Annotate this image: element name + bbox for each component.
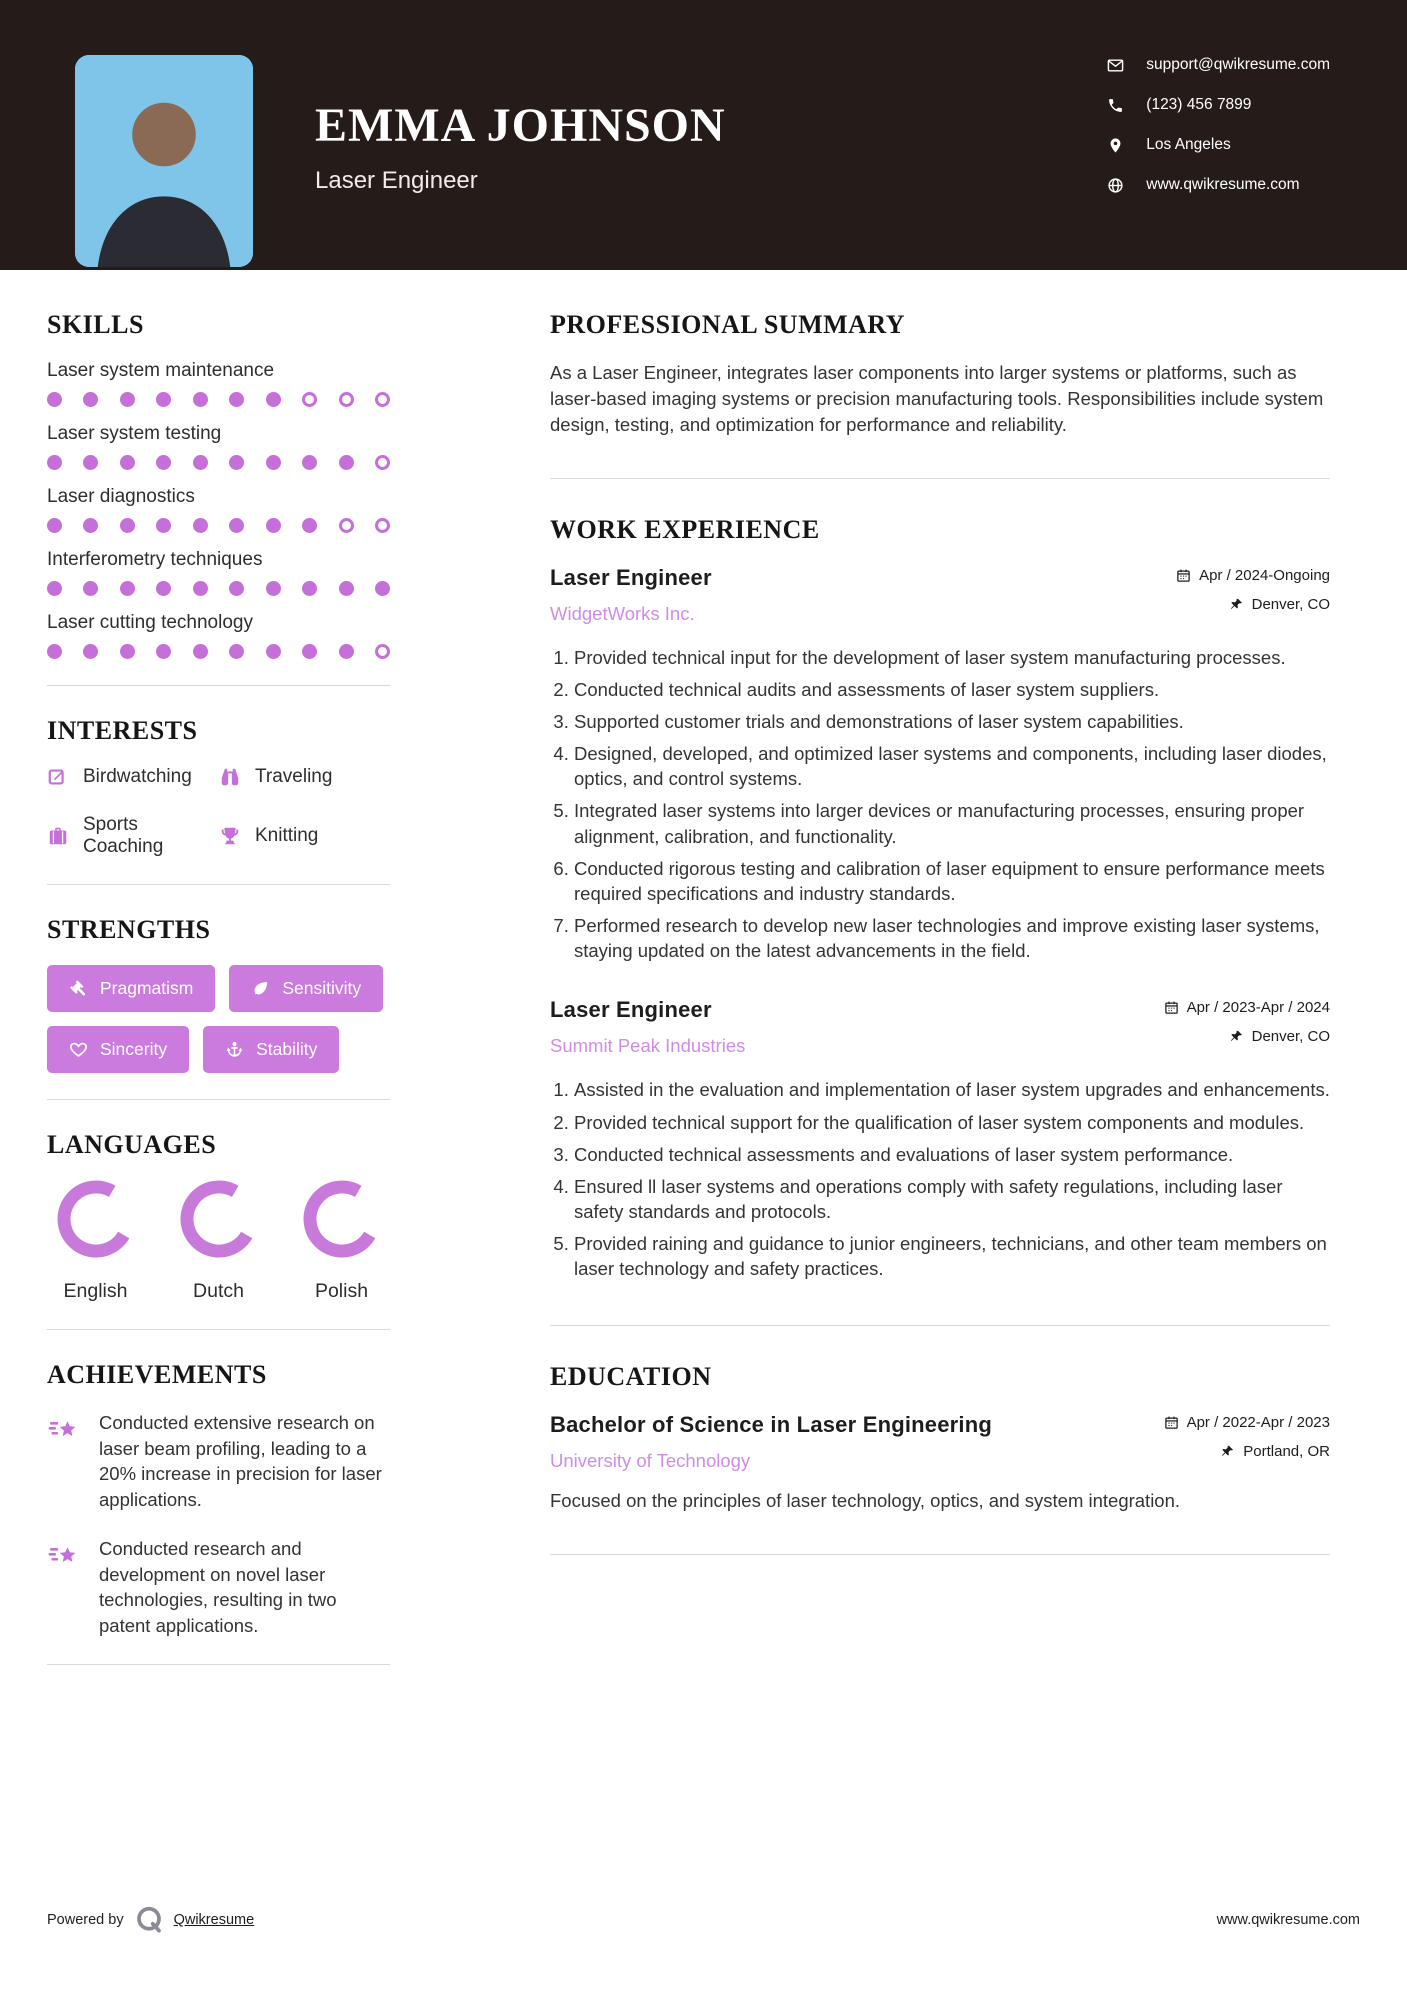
divider bbox=[47, 884, 390, 885]
filled-dot bbox=[266, 581, 281, 596]
divider bbox=[550, 478, 1330, 479]
education-heading: EDUCATION bbox=[550, 1362, 712, 1392]
filled-dot bbox=[156, 518, 171, 533]
filled-dot bbox=[302, 455, 317, 470]
job-dates-text: Apr / 2024-Ongoing bbox=[1199, 566, 1330, 584]
leaf-icon bbox=[251, 979, 270, 998]
filled-dot bbox=[83, 455, 98, 470]
profile-photo bbox=[75, 55, 253, 267]
filled-dot bbox=[156, 581, 171, 596]
divider bbox=[550, 1325, 1330, 1326]
achievement-item bbox=[47, 1536, 390, 1638]
filled-dot bbox=[47, 455, 62, 470]
empty-dot bbox=[375, 392, 390, 407]
interest-label: Birdwatching bbox=[83, 766, 192, 787]
divider bbox=[47, 685, 390, 686]
qwikresume-logo-icon bbox=[134, 1905, 164, 1935]
filled-dot bbox=[339, 644, 354, 659]
education-location bbox=[1220, 1443, 1330, 1460]
job-entry bbox=[550, 997, 1330, 1281]
candidate-title: Laser Engineer bbox=[315, 167, 478, 194]
interest-item bbox=[47, 814, 219, 858]
language-level-arc bbox=[180, 1180, 258, 1258]
summary-heading: PROFESSIONAL SUMMARY bbox=[550, 310, 906, 339]
language-label: Dutch bbox=[193, 1280, 244, 1302]
job-bullet: 4. Ensured ll laser systems and operations comply with safety regulations, including laser safety standards and protocols. bbox=[574, 1174, 1330, 1224]
skill-item bbox=[47, 612, 390, 659]
phone-icon bbox=[1107, 97, 1124, 114]
interest-item bbox=[219, 814, 390, 858]
company-name[interactable]: Summit Peak Industries bbox=[550, 1035, 746, 1057]
skill-rating bbox=[47, 455, 390, 470]
job-bullet: 2. Conducted technical audits and assessments of laser system suppliers. bbox=[574, 677, 1330, 702]
contact-website bbox=[1107, 176, 1299, 194]
shooting-star-icon bbox=[47, 1412, 81, 1446]
filled-dot bbox=[120, 455, 135, 470]
job-location-text: Denver, CO bbox=[1251, 1028, 1330, 1046]
summary-text: As a Laser Engineer, integrates laser components into larger systems or platforms, such as laser-based imaging systems or precision manufacturing tools. Responsibilities include system design, testing, and optimization for performance and reliability. bbox=[550, 362, 1324, 435]
job-dates bbox=[1176, 567, 1330, 584]
skill-item bbox=[47, 423, 390, 470]
strength-label: Sensitivity bbox=[282, 978, 362, 998]
school-name[interactable]: University of Technology bbox=[550, 1450, 751, 1472]
job-header bbox=[550, 997, 1330, 1057]
contact-location-text: Los Angeles bbox=[1146, 136, 1231, 153]
filled-dot bbox=[156, 392, 171, 407]
filled-dot bbox=[229, 392, 244, 407]
skill-item bbox=[47, 549, 390, 596]
job-location-text: Denver, CO bbox=[1251, 595, 1330, 613]
education-dates-text: Apr / 2022-Apr / 2023 bbox=[1186, 1414, 1330, 1432]
interest-item bbox=[219, 766, 390, 788]
filled-dot bbox=[229, 518, 244, 533]
filled-dot bbox=[229, 581, 244, 596]
education-entry bbox=[550, 1412, 1330, 1514]
skill-name: Laser system testing bbox=[47, 423, 222, 444]
filled-dot bbox=[47, 581, 62, 596]
job-bullet: 5. Integrated laser systems into larger devices or manufacturing processes, ensuring proper alignment, calibration, and functionality. bbox=[574, 798, 1330, 848]
experience-heading: WORK EXPERIENCE bbox=[550, 514, 820, 544]
strength-badge bbox=[47, 965, 215, 1012]
strength-label: Pragmatism bbox=[100, 978, 194, 998]
pushpin-icon bbox=[1229, 1029, 1244, 1044]
globe-icon bbox=[1107, 177, 1124, 194]
filled-dot bbox=[120, 581, 135, 596]
job-header bbox=[550, 565, 1330, 625]
powered-by-text: Powered by bbox=[47, 1912, 124, 1928]
filled-dot bbox=[83, 644, 98, 659]
person-photo-placeholder bbox=[75, 55, 253, 267]
job-dates bbox=[1164, 999, 1330, 1016]
strengths-heading: STRENGTHS bbox=[47, 915, 211, 944]
filled-dot bbox=[47, 644, 62, 659]
right-column bbox=[550, 310, 1330, 1880]
job-bullet: 1. Assisted in the evaluation and implementation of laser system upgrades and enhancements. bbox=[574, 1077, 1330, 1102]
filled-dot bbox=[193, 392, 208, 407]
job-bullet: 3. Supported customer trials and demonstrations of laser system capabilities. bbox=[574, 709, 1330, 734]
left-column bbox=[47, 310, 390, 1880]
strength-badge bbox=[203, 1026, 339, 1073]
achievement-text: Conducted extensive research on laser beam profiling, leading to a 20% increase in precision for laser applications. bbox=[99, 1412, 382, 1510]
job-bullets bbox=[550, 645, 1330, 964]
filled-dot bbox=[266, 644, 281, 659]
filled-dot bbox=[47, 392, 62, 407]
skill-rating bbox=[47, 644, 390, 659]
filled-dot bbox=[302, 518, 317, 533]
skill-item bbox=[47, 360, 390, 407]
filled-dot bbox=[193, 518, 208, 533]
language-item bbox=[47, 1180, 144, 1303]
strength-badge bbox=[47, 1026, 189, 1073]
languages-heading: LANGUAGES bbox=[47, 1130, 217, 1159]
strength-label: Sincerity bbox=[100, 1039, 168, 1059]
empty-dot bbox=[302, 392, 317, 407]
job-bullets bbox=[550, 1077, 1330, 1281]
degree-title: Bachelor of Science in Laser Engineering bbox=[550, 1412, 993, 1438]
footer-site-link[interactable]: www.qwikresume.com bbox=[1216, 1912, 1360, 1928]
filled-dot bbox=[83, 518, 98, 533]
empty-dot bbox=[375, 518, 390, 533]
interest-item bbox=[47, 766, 219, 788]
contact-email-text[interactable]: support@qwikresume.com bbox=[1146, 56, 1330, 73]
candidate-name: EMMA JOHNSON bbox=[315, 99, 726, 152]
education-location-text: Portland, OR bbox=[1243, 1443, 1330, 1461]
filled-dot bbox=[120, 518, 135, 533]
divider bbox=[550, 1554, 1330, 1555]
job-title-block bbox=[550, 997, 745, 1057]
job-bullet: 3. Conducted technical assessments and evaluations of laser system performance. bbox=[574, 1142, 1330, 1167]
language-label: Polish bbox=[314, 1280, 369, 1302]
pushpin-icon bbox=[1220, 1444, 1235, 1459]
header bbox=[0, 0, 1407, 270]
contact-email bbox=[1107, 56, 1330, 74]
trophy-icon bbox=[219, 825, 241, 847]
languages-list bbox=[47, 1180, 390, 1303]
empty-dot bbox=[375, 644, 390, 659]
interests-heading: INTERESTS bbox=[47, 716, 198, 745]
skill-rating bbox=[47, 581, 390, 596]
filled-dot bbox=[229, 455, 244, 470]
filled-dot bbox=[302, 644, 317, 659]
filled-dot bbox=[375, 581, 390, 596]
contact-list bbox=[1107, 56, 1330, 194]
interests-list bbox=[47, 766, 390, 858]
achievements-list bbox=[47, 1410, 390, 1638]
skill-item bbox=[47, 486, 390, 533]
job-bullet: 7. Performed research to develop new laser technologies and improve existing laser systems, staying updated on the latest advancements in the field. bbox=[574, 913, 1330, 963]
pencil-edit-icon bbox=[47, 766, 69, 788]
divider bbox=[47, 1099, 390, 1100]
powered-by-block bbox=[47, 1905, 254, 1935]
language-item bbox=[293, 1180, 390, 1303]
skill-name: Laser diagnostics bbox=[47, 486, 195, 507]
footer bbox=[0, 1880, 1407, 1990]
skill-rating bbox=[47, 518, 390, 533]
degree-block bbox=[550, 1412, 992, 1472]
achievement-text: Conducted research and development on novel laser technologies, resulting in two patent applications. bbox=[99, 1538, 337, 1636]
job-bullet: 6. Conducted rigorous testing and calibration of laser equipment to ensure performance meets required specifications and industry standards. bbox=[574, 856, 1330, 906]
filled-dot bbox=[266, 455, 281, 470]
skill-name: Interferometry techniques bbox=[47, 549, 263, 570]
filled-dot bbox=[229, 644, 244, 659]
filled-dot bbox=[156, 455, 171, 470]
language-item bbox=[170, 1180, 267, 1303]
filled-dot bbox=[266, 392, 281, 407]
gavel-icon bbox=[69, 979, 88, 998]
education-header bbox=[550, 1412, 1330, 1472]
pushpin-icon bbox=[1229, 597, 1244, 612]
strengths-list bbox=[47, 965, 390, 1073]
language-level-arc bbox=[57, 1180, 135, 1258]
briefcase-icon bbox=[47, 825, 69, 847]
divider bbox=[47, 1664, 390, 1665]
anchor-icon bbox=[225, 1040, 244, 1059]
contact-phone-text[interactable]: (123) 456 7899 bbox=[1146, 96, 1252, 113]
filled-dot bbox=[120, 392, 135, 407]
location-icon bbox=[1107, 137, 1124, 154]
language-level-arc bbox=[303, 1180, 381, 1258]
job-dates-text: Apr / 2023-Apr / 2024 bbox=[1186, 999, 1330, 1017]
interest-label: Sports Coaching bbox=[83, 814, 164, 857]
achievements-heading: ACHIEVEMENTS bbox=[47, 1360, 267, 1389]
filled-dot bbox=[193, 581, 208, 596]
education-dates bbox=[1164, 1414, 1330, 1431]
skill-name: Laser system maintenance bbox=[47, 360, 275, 381]
filled-dot bbox=[193, 644, 208, 659]
interest-label: Traveling bbox=[255, 766, 333, 787]
job-bullet: 5. Provided raining and guidance to junior engineers, technicians, and other team members on laser technology and safety practices. bbox=[574, 1231, 1330, 1281]
email-icon bbox=[1107, 57, 1124, 74]
job-location bbox=[1229, 596, 1330, 613]
job-location bbox=[1229, 1028, 1330, 1045]
contact-location bbox=[1107, 136, 1230, 154]
filled-dot bbox=[47, 518, 62, 533]
empty-dot bbox=[339, 518, 354, 533]
shooting-star-icon bbox=[47, 1538, 81, 1572]
job-entry bbox=[550, 565, 1330, 964]
strength-label: Stability bbox=[256, 1039, 318, 1059]
calendar-icon bbox=[1164, 1000, 1179, 1015]
filled-dot bbox=[83, 392, 98, 407]
filled-dot bbox=[83, 581, 98, 596]
skill-rating bbox=[47, 392, 390, 407]
empty-dot bbox=[375, 455, 390, 470]
filled-dot bbox=[156, 644, 171, 659]
filled-dot bbox=[302, 581, 317, 596]
skill-name: Laser cutting technology bbox=[47, 612, 253, 633]
binoculars-icon bbox=[219, 766, 241, 788]
skills-list bbox=[47, 360, 390, 659]
empty-dot bbox=[339, 392, 354, 407]
heart-icon bbox=[69, 1040, 88, 1059]
strength-badge bbox=[229, 965, 383, 1012]
filled-dot bbox=[339, 581, 354, 596]
calendar-icon bbox=[1164, 1415, 1179, 1430]
filled-dot bbox=[120, 644, 135, 659]
language-label: English bbox=[63, 1280, 128, 1302]
divider bbox=[47, 1329, 390, 1330]
education-meta bbox=[1164, 1412, 1330, 1460]
contact-website-text[interactable]: www.qwikresume.com bbox=[1146, 176, 1300, 193]
job-title: Laser Engineer bbox=[550, 564, 712, 590]
calendar-icon bbox=[1176, 568, 1191, 583]
skills-heading: SKILLS bbox=[47, 310, 144, 339]
filled-dot bbox=[266, 518, 281, 533]
job-title-block bbox=[550, 565, 712, 625]
company-name[interactable]: WidgetWorks Inc. bbox=[550, 602, 695, 624]
contact-phone bbox=[1107, 96, 1251, 114]
job-bullet: 4. Designed, developed, and optimized laser systems and components, including laser diodes, optics, and control systems. bbox=[574, 741, 1330, 791]
job-bullet: 2. Provided technical support for the qualification of laser system components and modules. bbox=[574, 1110, 1330, 1135]
job-title: Laser Engineer bbox=[550, 997, 712, 1023]
job-bullet: 1. Provided technical input for the development of laser system manufacturing processes. bbox=[574, 645, 1330, 670]
education-description: Focused on the principles of laser technology, optics, and system integration. bbox=[550, 1490, 1181, 1512]
name-block bbox=[315, 98, 726, 195]
job-meta bbox=[1176, 565, 1330, 613]
filled-dot bbox=[339, 455, 354, 470]
job-meta bbox=[1164, 997, 1330, 1045]
achievement-item bbox=[47, 1410, 390, 1512]
body bbox=[0, 270, 1407, 1880]
qwikresume-link[interactable]: Qwikresume bbox=[173, 1912, 255, 1928]
interest-label: Knitting bbox=[255, 825, 319, 846]
filled-dot bbox=[193, 455, 208, 470]
